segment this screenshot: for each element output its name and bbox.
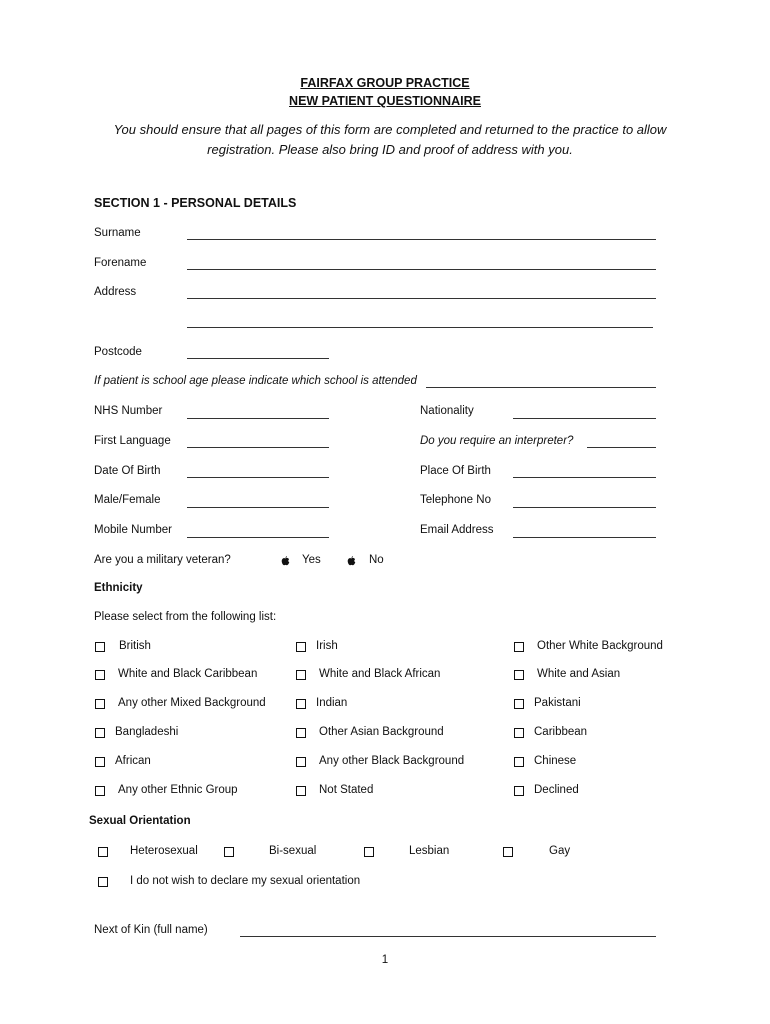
nationality-field[interactable]	[513, 418, 656, 419]
address-field-line-1[interactable]	[187, 298, 656, 299]
ethnicity-option-label: African	[115, 755, 151, 767]
ethnicity-option-label: White and Black Caribbean	[118, 668, 258, 680]
surname-label: Surname	[94, 227, 141, 239]
mobile-label: Mobile Number	[94, 524, 172, 536]
intro-text: You should ensure that all pages of this form are completed and returned to the practice to allow registration. Please also bring ID and proof of address with you.	[113, 122, 667, 157]
orientation-title: Sexual Orientation	[89, 815, 191, 827]
ethnicity-option-label: Irish	[316, 640, 338, 652]
ethnicity-option-label: Any other Mixed Background	[118, 697, 266, 709]
ethnicity-option-label: White and Asian	[537, 668, 621, 680]
ethnicity-option-label: White and Black African	[319, 668, 441, 680]
ethnicity-checkbox[interactable]	[296, 786, 306, 796]
ethnicity-checkbox[interactable]	[296, 642, 306, 652]
ethnicity-option-label: Indian	[316, 697, 348, 709]
forename-label: Forename	[94, 257, 147, 269]
ethnicity-checkbox[interactable]	[95, 670, 105, 680]
first-language-field[interactable]	[187, 447, 329, 448]
next-of-kin-label: Next of Kin (full name)	[94, 924, 208, 936]
orientation-checkbox[interactable]	[224, 847, 234, 857]
orientation-checkbox[interactable]	[98, 847, 108, 857]
section-1-title: SECTION 1 - PERSONAL DETAILS	[94, 196, 297, 210]
veteran-yes-label: Yes	[302, 554, 321, 566]
postcode-label: Postcode	[94, 346, 142, 358]
sex-field[interactable]	[187, 507, 329, 508]
ethnicity-checkbox[interactable]	[95, 728, 105, 738]
ethnicity-option-label: Any other Black Background	[319, 755, 465, 767]
telephone-field[interactable]	[513, 507, 656, 508]
telephone-label: Telephone No	[420, 494, 491, 506]
ethnicity-option-label: Other White Background	[537, 640, 663, 652]
ethnicity-checkbox[interactable]	[95, 757, 105, 767]
sex-label: Male/Female	[94, 494, 161, 506]
orientation-decline-checkbox[interactable]	[98, 877, 108, 887]
ethnicity-checkbox[interactable]	[514, 642, 524, 652]
ethnicity-checkbox[interactable]	[514, 728, 524, 738]
email-label: Email Address	[420, 524, 494, 536]
interpreter-label: Do you require an interpreter?	[420, 435, 574, 447]
first-language-label: First Language	[94, 435, 171, 447]
mobile-field[interactable]	[187, 537, 329, 538]
ethnicity-title: Ethnicity	[94, 582, 143, 594]
address-label: Address	[94, 286, 137, 298]
veteran-yes-apple-icon[interactable]	[281, 556, 290, 566]
address-field-line-2[interactable]	[187, 327, 653, 328]
page-number: 1	[381, 954, 389, 966]
interpreter-field[interactable]	[587, 447, 656, 448]
ethnicity-checkbox[interactable]	[514, 699, 524, 709]
ethnicity-checkbox[interactable]	[95, 642, 105, 652]
orientation-checkbox[interactable]	[364, 847, 374, 857]
orientation-option-label: Bi-sexual	[269, 845, 317, 857]
nhs-number-field[interactable]	[187, 418, 329, 419]
ethnicity-checkbox[interactable]	[296, 699, 306, 709]
ethnicity-checkbox[interactable]	[514, 670, 524, 680]
veteran-no-label: No	[369, 554, 384, 566]
forename-field[interactable]	[187, 269, 656, 270]
surname-field[interactable]	[187, 239, 656, 240]
orientation-decline-label: I do not wish to declare my sexual orientation	[130, 875, 361, 887]
ethnicity-option-label: Declined	[534, 784, 579, 796]
orientation-option-label: Gay	[549, 845, 571, 857]
orientation-checkbox[interactable]	[503, 847, 513, 857]
ethnicity-prompt: Please select from the following list:	[94, 611, 277, 623]
practice-title: FAIRFAX GROUP PRACTICE	[300, 76, 470, 90]
ethnicity-option-label: Any other Ethnic Group	[118, 784, 238, 796]
ethnicity-option-label: Other Asian Background	[319, 726, 444, 738]
next-of-kin-field[interactable]	[240, 936, 656, 937]
ethnicity-option-label: Not Stated	[319, 784, 374, 796]
ethnicity-checkbox[interactable]	[296, 670, 306, 680]
ethnicity-option-label: Pakistani	[534, 697, 581, 709]
pob-label: Place Of Birth	[420, 465, 491, 477]
dob-field[interactable]	[187, 477, 329, 478]
form-title: NEW PATIENT QUESTIONNAIRE	[289, 94, 481, 108]
orientation-option-label: Lesbian	[409, 845, 450, 857]
ethnicity-option-label: Caribbean	[534, 726, 588, 738]
veteran-no-apple-icon[interactable]	[347, 556, 356, 566]
pob-field[interactable]	[513, 477, 656, 478]
school-label: If patient is school age please indicate which school is attended	[94, 375, 417, 387]
ethnicity-option-label: Chinese	[534, 755, 577, 767]
email-field[interactable]	[513, 537, 656, 538]
ethnicity-option-label: British	[119, 640, 151, 652]
postcode-field[interactable]	[187, 358, 329, 359]
ethnicity-checkbox[interactable]	[514, 786, 524, 796]
ethnicity-checkbox[interactable]	[296, 757, 306, 767]
orientation-option-label: Heterosexual	[130, 845, 198, 857]
school-field[interactable]	[426, 387, 656, 388]
nhs-number-label: NHS Number	[94, 405, 163, 417]
nationality-label: Nationality	[420, 405, 474, 417]
veteran-label: Are you a military veteran?	[94, 554, 231, 566]
ethnicity-checkbox[interactable]	[296, 728, 306, 738]
ethnicity-checkbox[interactable]	[95, 786, 105, 796]
dob-label: Date Of Birth	[94, 465, 161, 477]
ethnicity-checkbox[interactable]	[514, 757, 524, 767]
ethnicity-option-label: Bangladeshi	[115, 726, 179, 738]
ethnicity-checkbox[interactable]	[95, 699, 105, 709]
